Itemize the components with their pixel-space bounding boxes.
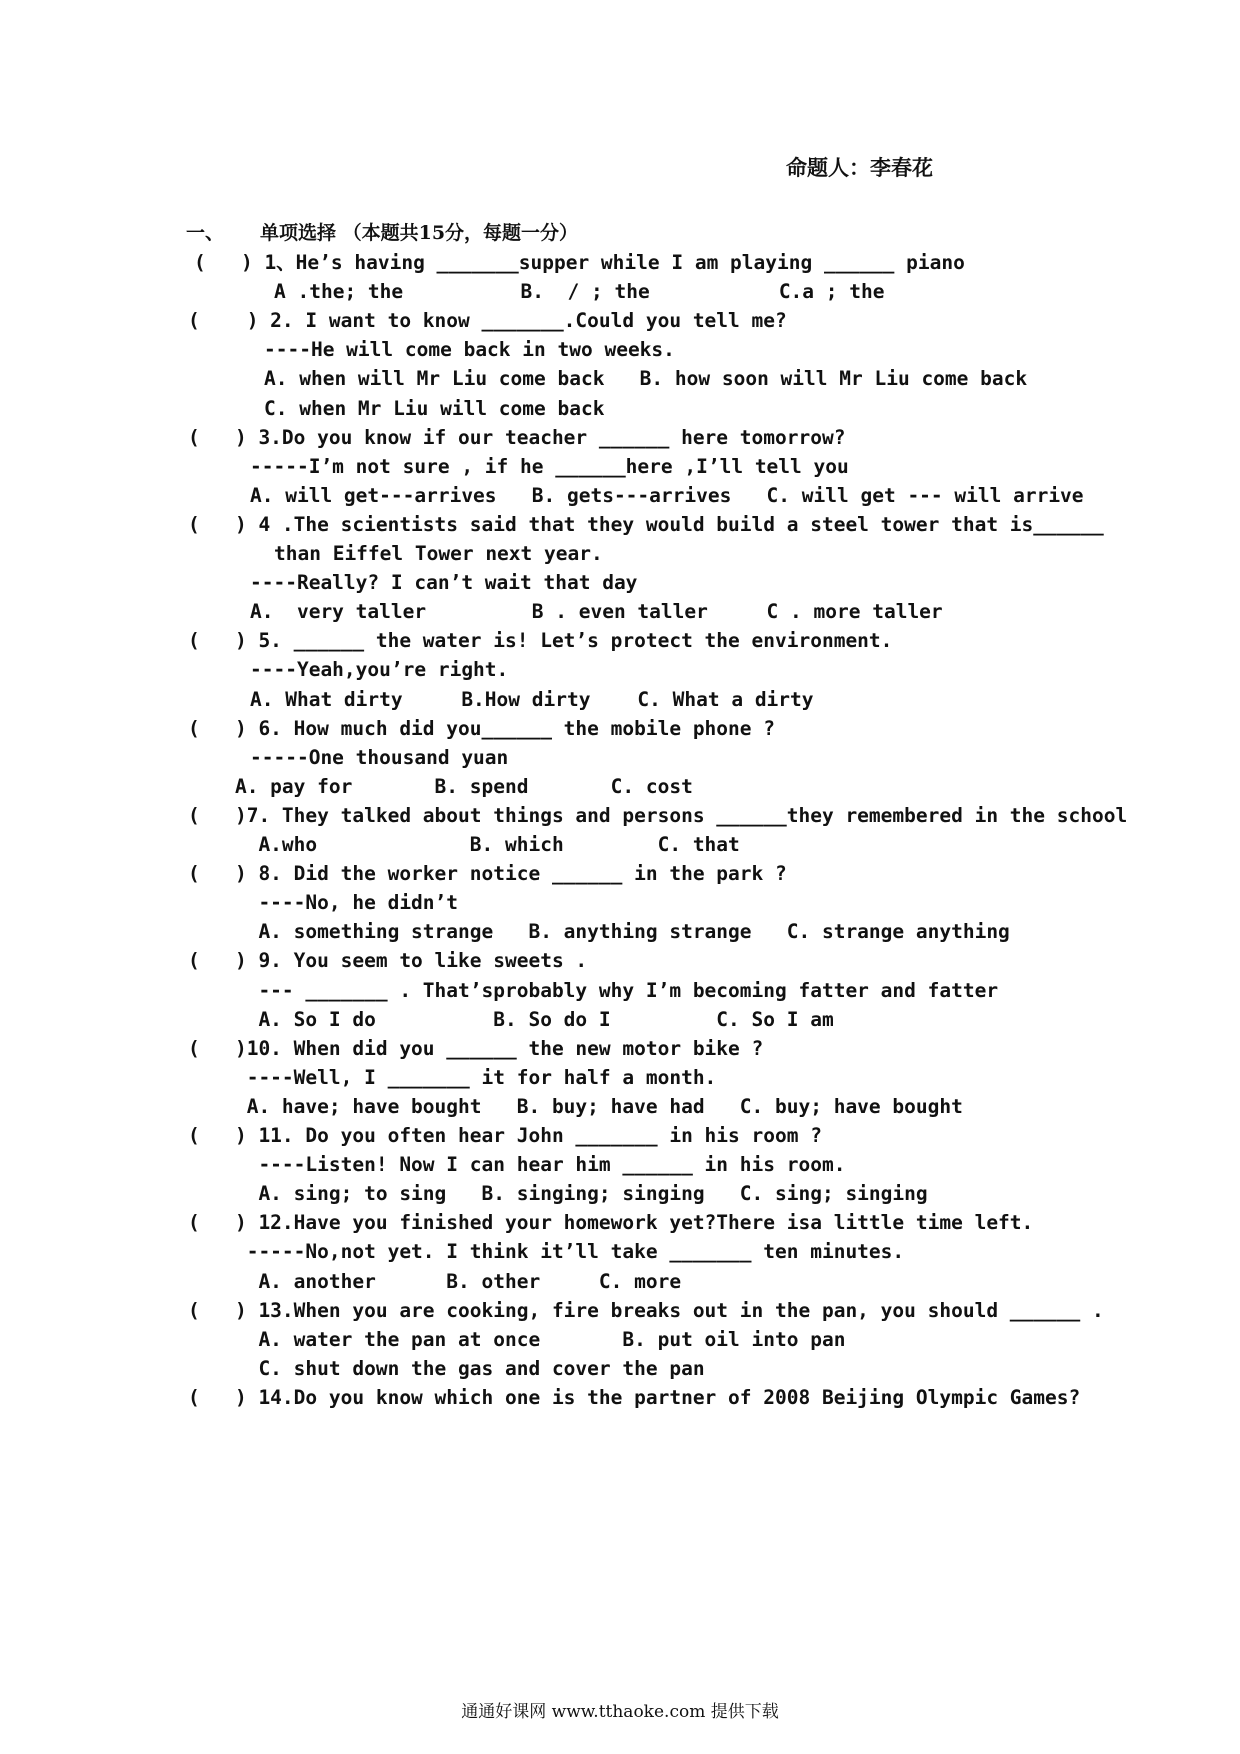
question-line: than Eiffel Tower next year. (274, 542, 603, 565)
question-line: A. very taller B . even taller C . more taller (250, 600, 943, 624)
footer-credit: 通通好课网 www.tthaoke.com 提供下载 (461, 1702, 779, 1722)
question-line: A. pay for B. spend C. cost (188, 774, 693, 798)
question-line: A. will get---arrives B. gets---arrives C. will get --- will arrive (250, 483, 1084, 507)
section-title: 单项选择 （本题共15分，每题一分） (260, 222, 579, 244)
question-line: ( )10. When did you ______ the new motor bike ? (188, 1036, 764, 1060)
question-line: ----No, he didn’t (188, 891, 459, 915)
question-line: ----Listen! Now I can hear him ______ in his room. (188, 1153, 846, 1177)
section-number: 一、 (186, 222, 225, 244)
question-line: A. What dirty B.How dirty C. What a dirty (250, 687, 814, 711)
question-line: -----One thousand yuan (250, 745, 509, 769)
question-line: ( ) 4 .The scientists said that they would build a steel tower that is______ (188, 512, 1104, 536)
question-line: ( ) 13.When you are cooking, fire breaks out in the pan, you should ______ . (188, 1298, 1104, 1322)
question-line: ( ) 3.Do you know if our teacher ______ here tomorrow? (188, 425, 846, 449)
question-line: -----I’m not sure , if he ______here ,I’ll tell you (250, 454, 849, 478)
question-line: ( ) 1、He’s having _______supper while I am playing ______ piano (194, 251, 965, 274)
question-line: A. water the pan at once B. put oil into pan (188, 1327, 846, 1351)
section-heading (186, 218, 578, 245)
question-line: --- _______ . That’sprobably why I’m becoming fatter and fatter (188, 978, 999, 1002)
question-line: A. sing; to sing B. singing; singing C. sing; singing (188, 1182, 928, 1206)
question-line: ( ) 12.Have you finished your homework yet?There isa little time left. (188, 1211, 1034, 1235)
question-line: A.who B. which C. that (188, 833, 740, 856)
question-line: A. So I do B. So do I C. So I am (188, 1007, 834, 1031)
question-line: ( ) 2. I want to know _______.Could you tell me? (188, 309, 787, 333)
question-line: ----Well, I _______ it for half a month. (188, 1065, 717, 1089)
question-line: ( ) 11. Do you often hear John _______ in his room ? (188, 1124, 822, 1147)
question-line: ( ) 6. How much did you______ the mobile phone ? (188, 716, 775, 740)
question-line: ( )7. They talked about things and persons ______they remembered in the school (188, 803, 1128, 827)
question-line: ( ) 14.Do you know which one is the partner of 2008 Beijing Olympic Games? (188, 1385, 1081, 1409)
author-label: 命题人：李春花 (786, 155, 933, 180)
question-line: A. when will Mr Liu come back B. how soon will Mr Liu come back (264, 367, 1028, 391)
question-line (188, 1414, 270, 1440)
question-line: A. have; have bought B. buy; have had C. buy; have bought (188, 1094, 963, 1118)
question-line: C. when Mr Liu will come back (264, 396, 605, 420)
question-line: ( ) 8. Did the worker notice ______ in the park ? (188, 862, 787, 886)
question-line: A .the; the B. / ; the C.a ; the (274, 280, 885, 304)
question-line: ( ) 5. ______ the water is! Let’s protect the environment. (188, 629, 893, 653)
question-line: ----He will come back in two weeks. (264, 338, 675, 362)
question-line: ----Yeah,you’re right. (250, 658, 509, 682)
question-line: ----Really? I can’t wait that day (250, 571, 638, 595)
question-line: -----No,not yet. I think it’ll take _______ ten minutes. (188, 1240, 905, 1264)
question-line: ( ) 9. You seem to like sweets . (188, 949, 588, 973)
question-line: C. shut down the gas and cover the pan (188, 1356, 705, 1380)
question-line: A. something strange B. anything strange C. strange anything (188, 920, 1010, 944)
question-line: A. another B. other C. more (188, 1269, 682, 1293)
